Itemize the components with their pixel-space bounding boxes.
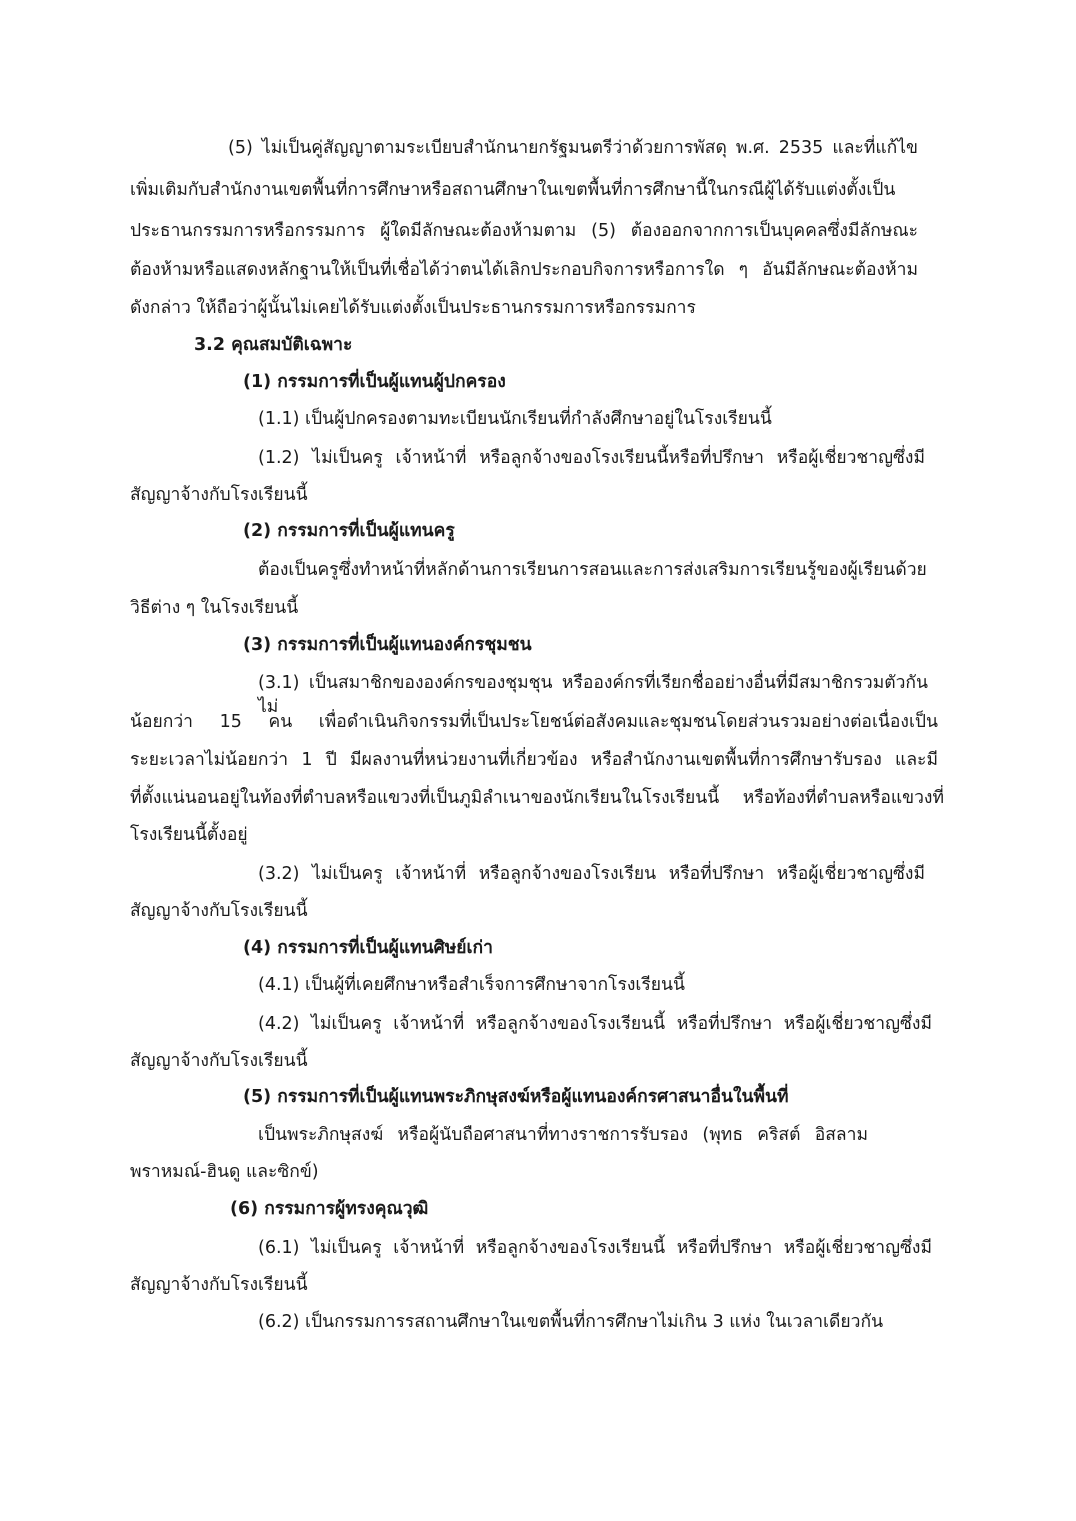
subsection-5-heading: (5) กรรมการที่เป็นผู้แทนพระภิกษุสงฆ์หรือผู้แทนองค์กรศาสนาอื่นในพื้นที่: [243, 1087, 789, 1107]
subsection-3-item-1-line-3: ระยะเวลาไม่น้อยกว่า 1 ปี มีผลงานที่หน่วยงานที่เกี่ยวข้อง หรือสำนักงานเขตพื้นที่การศึกษารับรอง และมี: [130, 750, 938, 770]
subsection-6-heading: (6) กรรมการผู้ทรงคุณวุฒิ: [230, 1199, 429, 1219]
subsection-3-item-1-line-4: ที่ตั้งแน่นอนอยู่ในท้องที่ตำบลหรือแขวงที่เป็นภูมิลำเนาของนักเรียนในโรงเรียนนี้ หรือท้องที่ตำบลหรือแขวงที่: [130, 788, 944, 808]
subsection-1-item-2-line-2: สัญญาจ้างกับโรงเรียนนี้: [130, 485, 308, 505]
subsection-1-item-1: (1.1) เป็นผู้ปกครองตามทะเบียนนักเรียนที่กำลังศึกษาอยู่ในโรงเรียนนี้: [258, 409, 772, 429]
subsection-3-item-2-line-2: สัญญาจ้างกับโรงเรียนนี้: [130, 901, 308, 921]
subsection-4-item-2-line-1: (4.2) ไม่เป็นครู เจ้าหน้าที่ หรือลูกจ้างของโรงเรียนนี้ หรือที่ปรึกษา หรือผู้เชี่ยวชาญซึ่งมี: [258, 1014, 932, 1034]
subsection-2-text-line-2: วิธีต่าง ๆ ในโรงเรียนนี้: [130, 598, 299, 618]
intro-line-1: (5) ไม่เป็นคู่สัญญาตามระเบียบสำนักนายกรัฐมนตรีว่าด้วยการพัสดุ พ.ศ. 2535 และที่แก้ไข: [228, 138, 918, 158]
subsection-5-text-line-1: เป็นพระภิกษุสงฆ์ หรือผู้นับถือศาสนาที่ทางราชการรับรอง (พุทธ คริสต์ อิสลาม: [258, 1125, 868, 1145]
subsection-3-item-1-line-5: โรงเรียนนี้ตั้งอยู่: [130, 825, 248, 845]
subsection-2-heading: (2) กรรมการที่เป็นผู้แทนครู: [243, 521, 455, 541]
subsection-4-item-2-line-2: สัญญาจ้างกับโรงเรียนนี้: [130, 1051, 308, 1071]
subsection-4-heading: (4) กรรมการที่เป็นผู้แทนศิษย์เก่า: [243, 938, 493, 958]
intro-line-4: ต้องห้ามหรือแสดงหลักฐานให้เป็นที่เชื่อได้ว่าตนได้เลิกประกอบกิจการหรือการใด ๆ อันมีลักษณะต้องห้าม: [130, 260, 918, 280]
subsection-1-heading: (1) กรรมการที่เป็นผู้แทนผู้ปกครอง: [243, 372, 506, 392]
subsection-3-item-1-line-1: (3.1) เป็นสมาชิกขององค์กรของชุมชุน หรือองค์กรที่เรียกชื่ออย่างอื่นที่มีสมาชิกรวมตัวกันไม่: [258, 673, 928, 717]
subsection-3-heading: (3) กรรมการที่เป็นผู้แทนองค์กรชุมชน: [243, 635, 532, 655]
subsection-4-item-1: (4.1) เป็นผู้ที่เคยศึกษาหรือสำเร็จการศึกษาจากโรงเรียนนี้: [258, 975, 685, 995]
subsection-6-item-2: (6.2) เป็นกรรมการรสถานศึกษาในเขตพื้นที่การศึกษาไม่เกิน 3 แห่ง ในเวลาเดียวกัน: [258, 1312, 884, 1332]
intro-line-3: ประธานกรรมการหรือกรรมการ ผู้ใดมีลักษณะต้องห้ามตาม (5) ต้องออกจากการเป็นบุคคลซึ่งมีลักษณะ: [130, 221, 918, 241]
subsection-6-item-1-line-2: สัญญาจ้างกับโรงเรียนนี้: [130, 1275, 308, 1295]
subsection-3-item-1-line-2: น้อยกว่า 15 คน เพื่อดำเนินกิจกรรมที่เป็นประโยชน์ต่อสังคมและชุมชนโดยส่วนรวมอย่างต่อเนื่องเป็น: [130, 712, 938, 732]
intro-line-2: เพิ่มเติมกับสำนักงานเขตพื้นที่การศึกษาหรือสถานศึกษาในเขตพื้นที่การศึกษานี้ในกรณีผู้ได้รับแต่งตั้งเป็น: [130, 180, 896, 200]
intro-line-5: ดังกล่าว ให้ถือว่าผู้นั้นไม่เคยได้รับแต่งตั้งเป็นประธานกรรมการหรือกรรมการ: [130, 298, 696, 318]
subsection-2-text-line-1: ต้องเป็นครูซึ่งทำหน้าที่หลักด้านการเรียนการสอนและการส่งเสริมการเรียนรู้ของผู้เรียนด้วย: [258, 560, 927, 580]
subsection-1-item-2-line-1: (1.2) ไม่เป็นครู เจ้าหน้าที่ หรือลูกจ้างของโรงเรียนนี้หรือที่ปรึกษา หรือผู้เชี่ยวชาญซึ่งมี: [258, 448, 925, 468]
subsection-6-item-1-line-1: (6.1) ไม่เป็นครู เจ้าหน้าที่ หรือลูกจ้างของโรงเรียนนี้ หรือที่ปรึกษา หรือผู้เชี่ยวชาญซึ่งมี: [258, 1238, 932, 1258]
subsection-3-item-2-line-1: (3.2) ไม่เป็นครู เจ้าหน้าที่ หรือลูกจ้างของโรงเรียน หรือที่ปรึกษา หรือผู้เชี่ยวชาญซึ่งมี: [258, 864, 925, 884]
section-heading: 3.2 คุณสมบัติเฉพาะ: [194, 335, 353, 355]
subsection-5-text-line-2: พราหมณ์-ฮินดู และซิกข์): [130, 1162, 319, 1182]
